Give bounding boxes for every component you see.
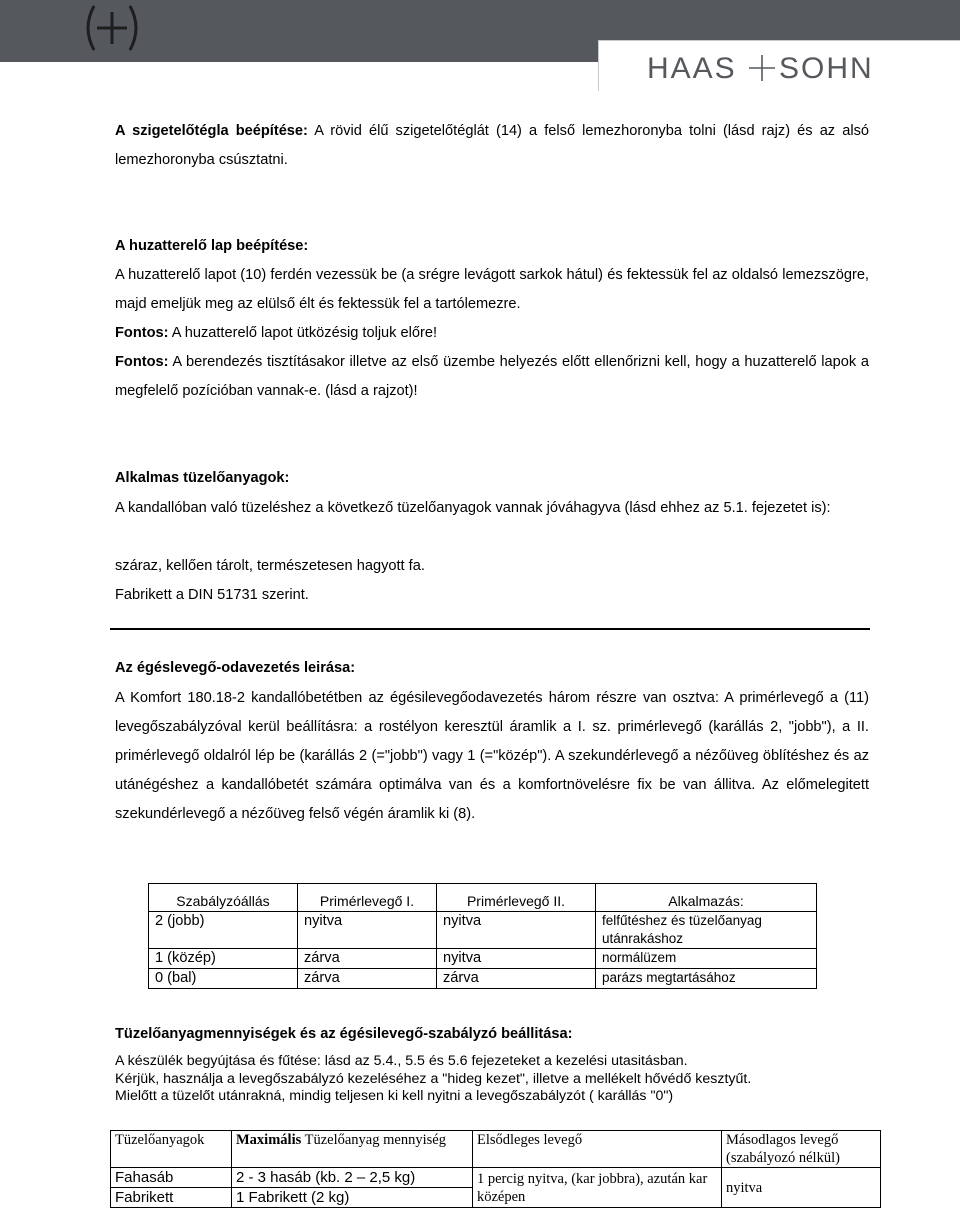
regulator-table <box>148 883 817 989</box>
table-cell: normálüzem <box>596 949 817 969</box>
brand-right: SOHN <box>779 52 874 85</box>
table-row <box>149 969 817 989</box>
quantities-text <box>115 1053 875 1106</box>
insulation-brick-text: A rövid élű szigetelőtéglát (14) a felső lemezhoronyba tolni (lásd rajz) és az alsó lemezhoronyba csúsztatni. <box>115 123 869 168</box>
baffle-text: A huzatterelő lapot (10) ferdén vezessük be (a srégre levágott sarkok hátul) és fektessük fel az oldalsó lemezszögre, majd emeljük meg az elülső élt és fektessük fel a tartólemezre. <box>115 267 869 312</box>
baffle-note1 <box>115 319 869 348</box>
table-cell: felfűtéshez és tüzelőanyag utánrakáshoz <box>596 912 817 949</box>
combustion-air-text: A Komfort 180.18-2 kandallóbetétben az égésilevegőodavezetés három részre van osztva: A primérlevegő a (11) levegőszabályzóval kerül beállításra: a rostélyon keresztül áramlik a I. sz. primérlevegő (karállás 2, "jobb"), a II. primérlevegő oldalról lép be (karállás 2 (="jobb") vagy 1 (="közép"). A szekundérlevegő a nézőüveg öblítéshez és az utánégéshez a kandallóbetét számára optimálva van és a komfortnövelésre fix be van állitva. Az előmelegitett szekundérlevegő a nézőüveg felső végén áramlik ki (8). <box>115 690 869 822</box>
table-cell: 2 - 3 hasáb (kb. 2 – 2,5 kg) <box>232 1168 473 1188</box>
insulation-brick-paragraph <box>115 117 869 175</box>
note2-label: Fontos: <box>115 354 169 370</box>
note1-text: A huzatterelő lapot ütközésig toljuk előre! <box>168 325 438 341</box>
brand-box <box>598 40 960 91</box>
col-header: Szabályzóállás <box>149 884 298 912</box>
col-header: Másodlagos levegő (szabályozó nélkül) <box>722 1131 881 1168</box>
fuels-text: A kandallóban való tüzeléshez a következő tüzelőanyagok vannak jóváhagyva (lásd ehhez az 5.1. fejezetet is): <box>115 500 831 516</box>
combustion-air-title: Az égéslevegő-odavezetés leirása: <box>115 660 356 676</box>
table-cell: parázs megtartásához <box>596 969 817 989</box>
quantities-line-2: Kérjük, használja a levegőszabályzó kezeléséhez a "hideg kezet", illetve a mellékelt hővédő kesztyűt. <box>115 1070 752 1087</box>
col-header: Primérlevegő I. <box>298 884 437 912</box>
baffle-note2 <box>115 348 869 406</box>
brand-logo <box>645 51 917 85</box>
quantities-line-1: A készülék begyújtása és fűtése: lásd az 5.4., 5.5 és 5.6 fejezeteket a kezelési utasitásban. <box>115 1053 688 1069</box>
table-cell: zárva <box>298 969 437 989</box>
baffle-title: A huzatterelő lap beépítése: <box>115 238 309 254</box>
table-cell: 1 percig nyitva, (kar jobbra), azután kar középen <box>473 1168 722 1208</box>
table-row <box>149 949 817 969</box>
fuel-item-wood: száraz, kellően tárolt, természetesen hagyott fa. <box>115 558 425 574</box>
regulator-table-header <box>149 884 817 912</box>
divider <box>110 628 870 630</box>
fuel-item-briquette: Fabrikett a DIN 51731 szerint. <box>115 587 309 603</box>
table-cell: Fabrikett <box>111 1188 232 1208</box>
brand-left: HAAS <box>647 52 737 85</box>
fuels-title: Alkalmas tüzelőanyagok: <box>115 470 290 486</box>
table-cell: zárva <box>298 949 437 969</box>
table-cell: 0 (bal) <box>149 969 298 989</box>
table-cell: 1 Fabrikett (2 kg) <box>232 1188 473 1208</box>
table-cell: zárva <box>437 969 596 989</box>
table-cell: Fahasáb <box>111 1168 232 1188</box>
col-header-bold: Maximális <box>236 1132 302 1148</box>
col-header: Primérlevegő II. <box>437 884 596 912</box>
table-cell: nyitva <box>437 912 596 949</box>
col-header: Alkalmazás: <box>596 884 817 912</box>
col-header: Elsődleges levegő <box>473 1131 722 1168</box>
insulation-brick-title: A szigetelőtégla beépítése: <box>115 123 308 139</box>
quantities-line-3: Mielőtt a tüzelőt utánrakná, mindig teljesen ki kell nyitni a levegőszabályzót ( karállás "0") <box>115 1088 674 1104</box>
col-header-rest: Tüzelőanyag mennyiség <box>301 1132 446 1148</box>
table-cell: 1 (közép) <box>149 949 298 969</box>
table-cell: nyitva <box>298 912 437 949</box>
table-cell: 2 (jobb) <box>149 912 298 949</box>
col-header: Tüzelőanyagok <box>111 1131 232 1168</box>
table-row <box>149 912 817 949</box>
plus-brackets-icon <box>80 4 144 52</box>
table-cell: nyitva <box>437 949 596 969</box>
fuel-table-header <box>111 1131 881 1168</box>
note1-label: Fontos: <box>115 325 169 341</box>
note2-text: A berendezés tisztításakor illetve az első üzembe helyezés előtt ellenőrizni kell, hogy a huzatterelő lapok a megfelelő pozícióban vannak-e. (lásd a rajzot)! <box>115 354 869 399</box>
fuel-quantity-table <box>110 1130 881 1208</box>
quantities-title: Tüzelőanyagmennyiségek és az égésilevegő-szabályzó beállitása: <box>115 1026 573 1042</box>
col-header <box>232 1131 473 1168</box>
table-row <box>111 1168 881 1188</box>
table-cell: nyitva <box>722 1168 881 1208</box>
